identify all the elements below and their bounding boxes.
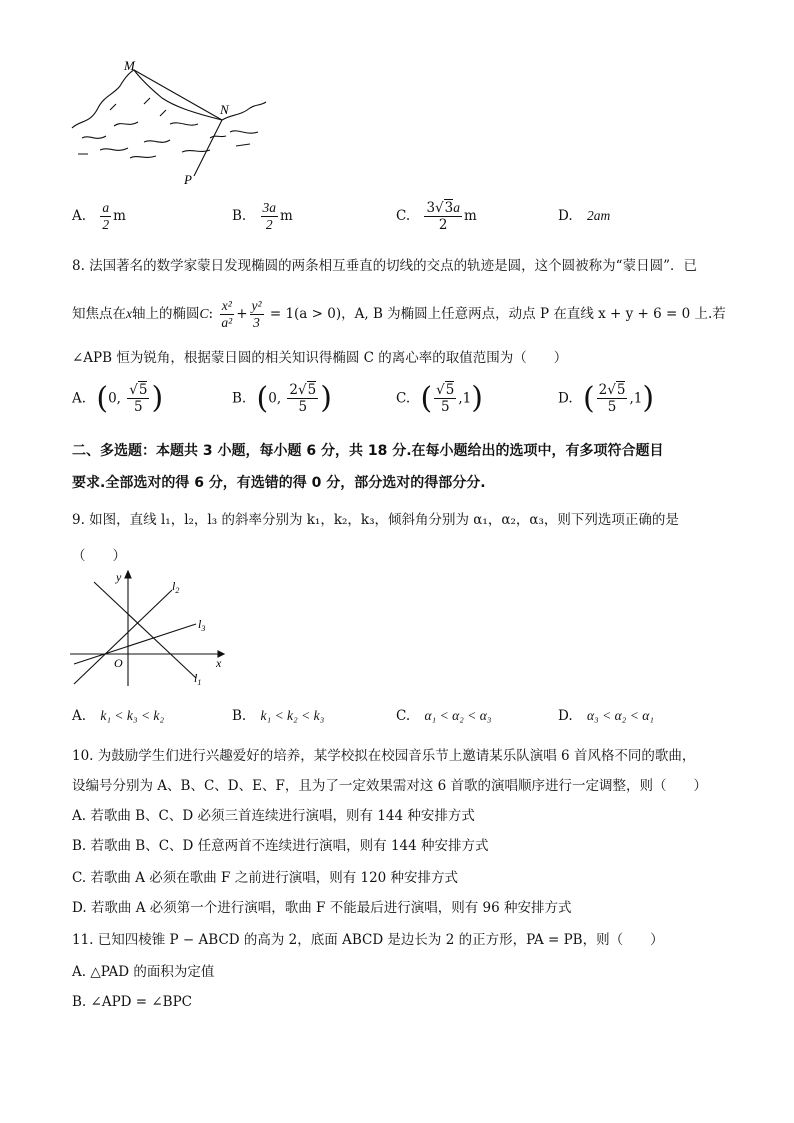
q10-line-1: 10. 为鼓励学生们进行兴趣爱好的培养，某学校拟在校园音乐节上邀请某乐队演唱 6 首风格不同的歌曲， bbox=[72, 748, 696, 764]
label-x: x bbox=[216, 656, 222, 670]
q8-option-b: B. (0, $\frac{2√5}{5}$ ) bbox=[232, 380, 332, 416]
q9-option-a: A. k₁ < k₃ < k₂ bbox=[72, 708, 165, 724]
q8-line-2: 知焦点在x轴上的椭圆C: $\frac{\text{x²}}{\text{a²}}$ + $\frac{\text{y²}}{3}$ = 1(a > 0)，A, B 为椭圆上任意两点，动点 P 在直线 x + y + 6 = 0 上.若 bbox=[72, 298, 726, 330]
q9-line-2: （ ） bbox=[72, 548, 126, 564]
q8-option-c: C. ( $\frac{√5}{5}$ ,1) bbox=[396, 380, 483, 416]
label-m: M bbox=[124, 58, 135, 73]
line-l1 bbox=[94, 582, 196, 678]
label-n: N bbox=[220, 102, 229, 117]
q10-option-b: B. 若歌曲 B、C、D 任意两首不连续进行演唱，则有 144 种安排方式 bbox=[72, 838, 489, 854]
q8-line-1: 8. 法国著名的数学家蒙日发现椭圆的两条相互垂直的切线的交点的轨迹是圆，这个圆被称为“蒙日圆”．已 bbox=[72, 258, 697, 274]
q7-option-b: B. $\frac{3a}{2}$ m bbox=[232, 200, 293, 232]
q8-line-3: ∠APB 恒为锐角，根据蒙日圆的相关知识得椭圆 C 的离心率的取值范围为（ ） bbox=[72, 350, 568, 366]
q9-option-b: B. k₁ < k₂ < k₃ bbox=[232, 708, 325, 724]
mountain-texture bbox=[78, 98, 258, 158]
q11-option-a: A. △PAD 的面积为定值 bbox=[72, 964, 215, 980]
label-l2: $l_2$ bbox=[172, 579, 180, 595]
mountain-outline bbox=[72, 70, 266, 128]
q10-option-c: C. 若歌曲 A 必须在歌曲 F 之前进行演唱，则有 120 种安排方式 bbox=[72, 870, 459, 886]
q11-option-b: B. ∠APD = ∠BPC bbox=[72, 994, 193, 1010]
label-l3: $l_3$ bbox=[198, 617, 206, 633]
label-y: y bbox=[116, 570, 122, 584]
section-2-heading-line-2: 要求.全部选对的得 6 分，有选错的得 0 分，部分选对的得部分分. bbox=[72, 475, 486, 491]
q8-option-d: D. ( $\frac{2√5}{5}$ ,1) bbox=[558, 380, 655, 416]
segment-np bbox=[194, 120, 222, 176]
label-l1: $l_1$ bbox=[194, 671, 202, 687]
q11-line-1: 11. 已知四棱锥 P − ABCD 的高为 2，底面 ABCD 是边长为 2 的正方形，PA = PB，则（ ） bbox=[72, 932, 664, 948]
line-l3 bbox=[74, 624, 196, 664]
q10-option-d: D. 若歌曲 A 必须第一个进行演唱，歌曲 F 不能最后进行演唱，则有 96 种安排方式 bbox=[72, 900, 572, 916]
segment-mn bbox=[134, 70, 222, 120]
q9-option-d: D. α₃ < α₂ < α₁ bbox=[558, 708, 654, 724]
q8-option-a: A. (0, $\frac{√5}{5}$ ) bbox=[72, 380, 164, 416]
q10-option-a: A. 若歌曲 B、C、D 必须三首连续进行演唱，则有 144 种安排方式 bbox=[72, 808, 475, 824]
q9-line-figure bbox=[66, 566, 236, 692]
q7-option-d: D. 2am bbox=[558, 208, 611, 224]
q9-line-1: 9. 如图，直线 l₁，l₂，l₃ 的斜率分别为 k₁，k₂，k₃，倾斜角分别为 α₁，α₂，α₃，则下列选项正确的是 bbox=[72, 512, 679, 528]
section-2-heading-line-1: 二、多选题：本题共 3 小题，每小题 6 分，共 18 分.在每小题给出的选项中，有多项符合题目 bbox=[72, 443, 664, 459]
ellipse-term-y: $\frac{\text{y²}}{3}$ bbox=[251, 298, 262, 330]
ellipse-term-x: $\frac{\text{x²}}{\text{a²}}$ bbox=[221, 298, 233, 330]
mountain-figure bbox=[70, 58, 270, 188]
y-axis-arrow bbox=[125, 571, 131, 578]
q7-option-c: C. $\frac{3√3a}{2}$ m bbox=[396, 200, 477, 233]
q7-option-a: A. $\frac{a}{2}$ m bbox=[72, 200, 126, 232]
label-p: P bbox=[184, 172, 192, 187]
label-origin: O bbox=[114, 656, 123, 670]
q9-option-c: C. α₁ < α₂ < α₃ bbox=[396, 708, 492, 724]
q10-line-2: 设编号分别为 A、B、C、D、E、F，且为了一定效果需对这 6 首歌的演唱顺序进行一定调整，则（ ） bbox=[72, 778, 708, 794]
